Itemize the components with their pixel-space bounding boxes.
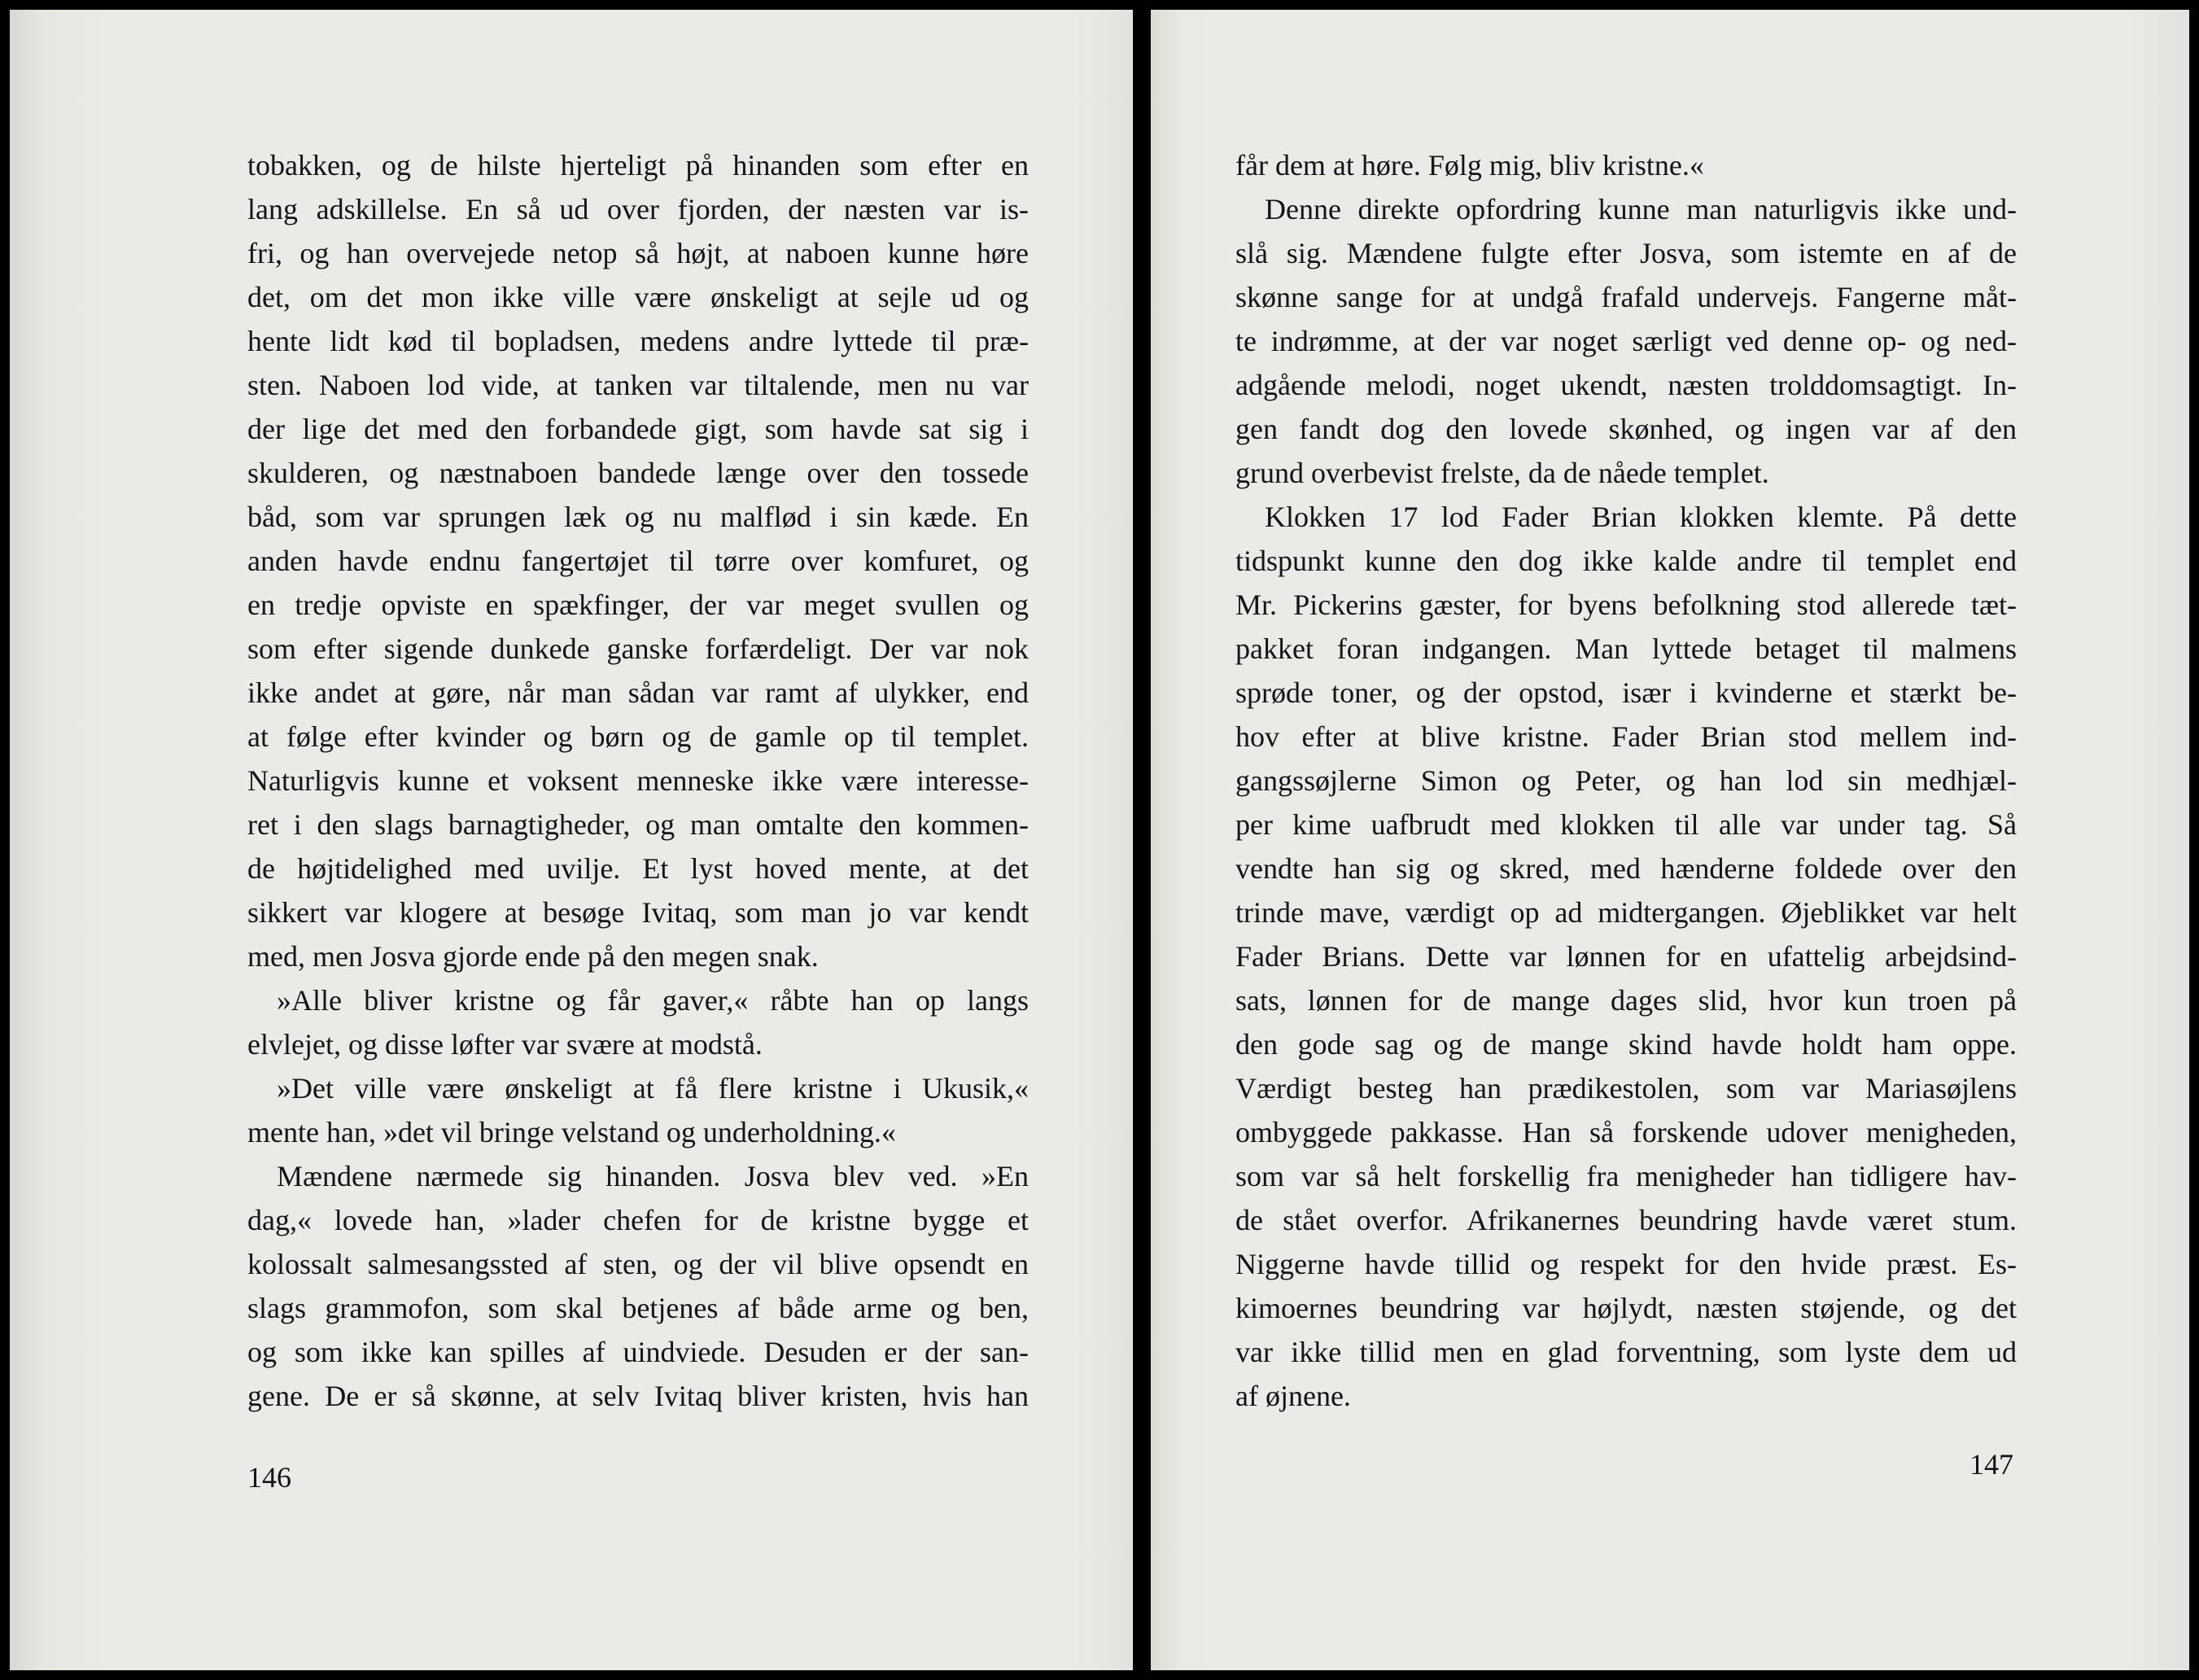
text-line: mente han, »det vil bringe velstand og underholdning.« xyxy=(247,1116,896,1148)
text-line: af øjnene. xyxy=(1235,1380,1351,1412)
text-line: Niggerne havde tillid og respekt for den hvide præst. Es- xyxy=(1235,1248,2017,1280)
text-line: slags grammofon, som skal betjenes af både arme og ben, xyxy=(247,1292,1029,1324)
text-line: elvlejet, og disse løfter var svære at modstå. xyxy=(247,1028,763,1061)
text-line: grund overbevist frelste, da de nåede templet. xyxy=(1235,457,1769,489)
text-line: gangssøjlerne Simon og Peter, og han lod sin medhjæl- xyxy=(1235,764,2017,797)
right-page xyxy=(1151,10,2189,1670)
left-page xyxy=(10,10,1133,1670)
text-line: Mændene nærmede sig hinanden. Josva blev ved. »En xyxy=(277,1160,1029,1192)
text-line: som efter sigende dunkede ganske forfærdeligt. Der var nok xyxy=(247,632,1029,665)
text-line: sten. Naboen lod vide, at tanken var tiltalende, men nu var xyxy=(247,369,1029,401)
text-line: ikke andet at gøre, når man sådan var ramt af ulykker, end xyxy=(247,676,1029,709)
text-line: adgående melodi, noget ukendt, næsten trolddomsagtigt. In- xyxy=(1235,369,2017,401)
text-line: dag,« lovede han, »lader chefen for de kristne bygge et xyxy=(247,1204,1029,1236)
text-line: slå sig. Mændene fulgte efter Josva, som istemte en af de xyxy=(1235,237,2017,269)
text-line: pakket foran indgangen. Man lyttede betaget til malmens xyxy=(1235,632,2017,665)
text-line: kimoernes beundring var højlydt, næsten støjende, og det xyxy=(1235,1292,2017,1324)
text-line: den gode sag og de mange skind havde holdt ham oppe. xyxy=(1235,1028,2017,1061)
text-line: »Det ville være ønskeligt at få flere kristne i Ukusik,« xyxy=(277,1072,1029,1105)
text-line: båd, som var sprungen læk og nu malflød i sin kæde. En xyxy=(247,501,1029,533)
text-line: der lige det med den forbandede gigt, som havde sat sig i xyxy=(247,413,1029,445)
page-number: 146 xyxy=(247,1461,291,1494)
text-line: hente lidt kød til bopladsen, medens andre lyttede til præ- xyxy=(247,325,1029,357)
page-number: 147 xyxy=(1969,1448,2013,1481)
text-line: de højtidelighed med uvilje. Et lyst hoved mente, at det xyxy=(247,852,1029,885)
text-line: »Alle bliver kristne og får gaver,« råbte han op langs xyxy=(277,984,1029,1017)
right-page-text xyxy=(1235,143,2017,1418)
text-line: te indrømme, at der var noget særligt ved denne op- og ned- xyxy=(1235,325,2017,357)
text-line: sats, lønnen for de mange dages slid, hvor kun troen på xyxy=(1235,984,2017,1017)
text-line: fri, og han overvejede netop så højt, at naboen kunne høre xyxy=(247,237,1029,269)
text-line: per kime uafbrudt med klokken til alle var under tag. Så xyxy=(1235,808,2017,841)
text-line: en tredje opviste en spækfinger, der var meget svullen og xyxy=(247,588,1029,621)
text-line: skønne sange for at undgå frafald undervejs. Fangerne måt- xyxy=(1235,281,2017,313)
text-line: gene. De er så skønne, at selv Ivitaq bliver kristen, hvis han xyxy=(247,1380,1029,1412)
text-line: Mr. Pickerins gæster, for byens befolkning stod allerede tæt- xyxy=(1235,588,2017,621)
text-line: kolossalt salmesangssted af sten, og der vil blive opsendt en xyxy=(247,1248,1029,1280)
text-line: var ikke tillid men en glad forventning, som lyste dem ud xyxy=(1235,1336,2017,1368)
text-line: vendte han sig og skred, med hænderne foldede over den xyxy=(1235,852,2017,885)
text-line: at følge efter kvinder og børn og de gamle op til templet. xyxy=(247,720,1029,753)
text-line: sikkert var klogere at besøge Ivitaq, som man jo var kendt xyxy=(247,896,1029,929)
text-line: tidspunkt kunne den dog ikke kalde andre til templet end xyxy=(1235,545,2017,577)
text-line: Fader Brians. Dette var lønnen for en ufattelig arbejdsind- xyxy=(1235,940,2017,973)
text-line: med, men Josva gjorde ende på den megen snak. xyxy=(247,940,819,973)
text-line: skulderen, og næstnaboen bandede længe over den tossede xyxy=(247,457,1029,489)
text-line: anden havde endnu fangertøjet til tørre over komfuret, og xyxy=(247,545,1029,577)
text-line: hov efter at blive kristne. Fader Brian stod mellem ind- xyxy=(1235,720,2017,753)
text-line: og som ikke kan spilles af uindviede. Desuden er der san- xyxy=(247,1336,1029,1368)
text-line: de stået overfor. Afrikanernes beundring havde været stum. xyxy=(1235,1204,2017,1236)
text-line: Denne direkte opfordring kunne man naturligvis ikke und- xyxy=(1265,193,2017,225)
text-line: får dem at høre. Følg mig, bliv kristne.« xyxy=(1235,149,1704,182)
left-page-text xyxy=(247,143,1029,1418)
text-line: Naturligvis kunne et voksent menneske ikke være interesse- xyxy=(247,764,1029,797)
text-line: lang adskillelse. En så ud over fjorden, der næsten var is- xyxy=(247,193,1029,225)
text-line: tobakken, og de hilste hjerteligt på hinanden som efter en xyxy=(247,149,1029,182)
text-line: ret i den slags barnagtigheder, og man omtalte den kommen- xyxy=(247,808,1029,841)
text-line: som var så helt forskellig fra menigheder han tidligere hav- xyxy=(1235,1160,2017,1192)
text-line: det, om det mon ikke ville være ønskeligt at sejle ud og xyxy=(247,281,1029,313)
text-line: gen fandt dog den lovede skønhed, og ingen var af den xyxy=(1235,413,2017,445)
text-line: Værdigt besteg han prædikestolen, som var Mariasøjlens xyxy=(1235,1072,2017,1105)
text-line: Klokken 17 lod Fader Brian klokken klemte. På dette xyxy=(1265,501,2017,533)
text-line: sprøde toner, og der opstod, især i kvinderne et stærkt be- xyxy=(1235,676,2017,709)
text-line: trinde mave, værdigt op ad midtergangen. Øjeblikket var helt xyxy=(1235,896,2017,929)
text-line: ombyggede pakkasse. Han så forskende udover menigheden, xyxy=(1235,1116,2017,1148)
